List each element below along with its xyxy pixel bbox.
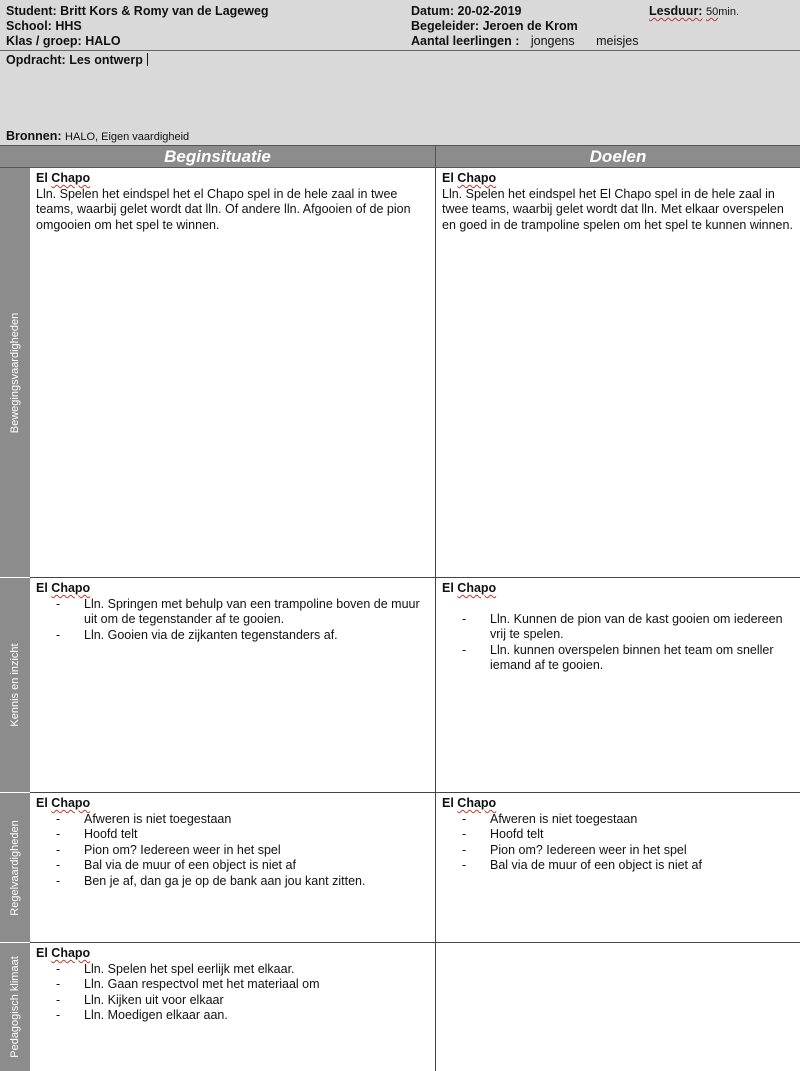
item-list <box>36 597 429 644</box>
opdracht-line <box>6 53 148 68</box>
list-item: - Afweren is niet toegestaan <box>462 812 794 828</box>
list-item: - Lln. kunnen overspelen binnen het team om sneller iemand af te gooien. <box>462 643 794 674</box>
cell-doelen-beweging <box>436 168 800 578</box>
side-label: Kennis en inzicht <box>9 643 21 727</box>
cell-title: El Chapo <box>442 796 497 810</box>
aantal-line <box>411 34 639 49</box>
item-list <box>442 812 794 874</box>
cell-title: El Chapo <box>442 581 497 595</box>
cell-doelen-kennis <box>436 578 800 793</box>
side-bewegingsvaardigheden <box>0 168 30 578</box>
klas-value: HALO <box>85 34 121 48</box>
cell-text: Lln. Spelen het eindspel het El Chapo spel in de hele zaal in twee teams, waarbij gelet wordt dat lln. Met elkaar overspelen en goed in de trampoline spelen om het spel te kunnen winnen. <box>442 186 793 232</box>
list-item: - Lln. Gaan respectvol met het materiaal om <box>56 977 429 993</box>
list-item: - Ben je af, dan ga je op de bank aan jou kant zitten. <box>56 874 429 890</box>
begeleider-label: Begeleider: <box>411 19 480 33</box>
cell-doelen-pedagogisch <box>436 943 800 1071</box>
bronnen-value: HALO, Eigen vaardigheid <box>65 131 190 143</box>
list-item: - Pion om? Iedereen weer in het spel <box>462 843 794 859</box>
student-value: Britt Kors & Romy van de Lageweg <box>60 4 269 18</box>
bronnen-label: Bronnen: <box>6 129 62 143</box>
side-regelvaardigheden <box>0 793 30 943</box>
opdracht-label: Opdracht: <box>6 53 66 67</box>
side-label: Pedagogisch klimaat <box>9 956 21 1058</box>
student-line <box>6 4 269 19</box>
cell-beginsituatie-beweging <box>30 168 435 578</box>
datum-line <box>411 4 522 19</box>
side-label: Bewegingsvaardigheden <box>9 312 21 433</box>
cell-title: El Chapo <box>36 581 91 595</box>
list-item: - Afweren is niet toegestaan <box>56 812 429 828</box>
school-label: School: <box>6 19 52 33</box>
student-label: Student: <box>6 4 57 18</box>
item-list <box>36 962 429 1024</box>
side-kennis-en-inzicht <box>0 578 30 793</box>
header-column-divider <box>435 146 436 168</box>
begeleider-line <box>411 19 578 34</box>
lesduur-label: Lesduur: <box>649 4 703 18</box>
list-item: - Bal via de muur of een object is niet af <box>462 858 794 874</box>
list-item: - Lln. Gooien via de zijkanten tegenstanders af. <box>56 628 429 644</box>
aantal-label: Aantal leerlingen : <box>411 34 520 48</box>
klas-label: Klas / groep: <box>6 34 82 48</box>
side-label: Regelvaardigheden <box>9 819 21 916</box>
cell-beginsituatie-regels <box>30 793 435 943</box>
list-item: - Pion om? Iedereen weer in het spel <box>56 843 429 859</box>
cell-title: El Chapo <box>442 171 497 185</box>
cell-doelen-regels <box>436 793 800 943</box>
list-item: - Lln. Kijken uit voor elkaar <box>56 993 429 1009</box>
item-list <box>36 812 429 890</box>
bronnen-line <box>6 129 189 145</box>
form-header <box>0 0 800 146</box>
text-cursor <box>147 53 148 66</box>
cell-title: El Chapo <box>36 171 91 185</box>
begeleider-value: Jeroen de Krom <box>482 19 578 33</box>
cell-beginsituatie-kennis <box>30 578 435 793</box>
jongens-label: jongens <box>530 34 575 48</box>
cell-title: El Chapo <box>36 796 91 810</box>
klas-line <box>6 34 121 49</box>
datum-value: 20-02-2019 <box>457 4 522 18</box>
side-pedagogisch-klimaat <box>0 943 30 1071</box>
item-list <box>442 612 794 674</box>
column-divider <box>435 168 436 1071</box>
school-value: HHS <box>55 19 82 33</box>
meisjes-label: meisjes <box>596 34 639 48</box>
school-line <box>6 19 82 34</box>
list-item: - Bal via de muur of een object is niet af <box>56 858 429 874</box>
header-divider <box>0 50 800 51</box>
column-header-doelen: Doelen <box>436 146 800 168</box>
list-item: - Hoofd telt <box>56 827 429 843</box>
cell-text: Lln. Spelen het eindspel het el Chapo spel in de hele zaal in twee teams, waarbij gelet wordt dat lln. Of andere lln. Afgooien of de pion omgooien om het spel te winnen. <box>36 186 411 232</box>
list-item: - Hoofd telt <box>462 827 794 843</box>
lesduur-unit: min. <box>718 6 739 18</box>
cell-beginsituatie-pedagogisch <box>30 943 435 1071</box>
list-item: - Lln. Springen met behulp van een trampoline boven de muur uit om de tegenstander af te gooien. <box>56 597 429 628</box>
opdracht-value[interactable]: Les ontwerp <box>69 53 143 67</box>
lesduur-value: 50 <box>705 6 719 18</box>
list-item: - Lln. Moedigen elkaar aan. <box>56 1008 429 1024</box>
list-item: - Lln. Kunnen de pion van de kast gooien om iedereen vrij te spelen. <box>462 612 794 643</box>
column-header-beginsituatie: Beginsituatie <box>0 146 435 168</box>
list-item: - Lln. Spelen het spel eerlijk met elkaar. <box>56 962 429 978</box>
lesduur-line <box>649 4 739 20</box>
datum-label: Datum: <box>411 4 455 18</box>
cell-title: El Chapo <box>36 946 91 960</box>
